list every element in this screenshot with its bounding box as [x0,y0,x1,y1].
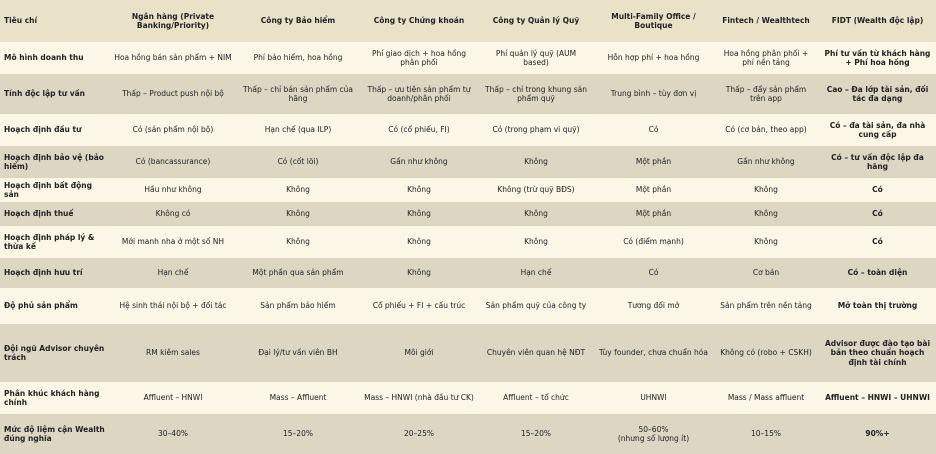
cell-family-office: Một phần [594,202,713,226]
cell-fidt: 90%+ [819,414,936,454]
cell-bank: Hệ sinh thái nội bộ + đối tác [110,288,236,324]
cell-fintech: Sản phẩm trên nền tảng [713,288,819,324]
cell-criteria: Đội ngũ Advisor chuyên trách [0,324,110,382]
cell-fund-management: Affluent – tổ chức [478,382,594,414]
cell-criteria: Hoạch định hưu trí [0,258,110,288]
table-row [0,414,936,454]
cell-insurance: 15–20% [236,414,360,454]
cell-fidt: Advisor được đào tạo bài bản theo chuẩn hoạch định tài chính [819,324,936,382]
cell-fintech: Thấp – đẩy sản phẩm trên app [713,74,819,114]
table-row [0,146,936,178]
cell-family-office: Trung bình – tùy đơn vị [594,74,713,114]
cell-criteria: Hoạch định đầu tư [0,114,110,146]
cell-criteria: Độ phủ sản phẩm [0,288,110,324]
cell-securities: Gần như không [360,146,478,178]
cell-criteria: Phân khúc khách hàng chính [0,382,110,414]
cell-fund-management: Có (trong phạm vi quỹ) [478,114,594,146]
cell-criteria: Hoạch định bảo vệ (bảo hiểm) [0,146,110,178]
cell-insurance: Có (cốt lõi) [236,146,360,178]
header-fintech: Fintech / Wealthtech [713,0,819,42]
cell-fintech: Không [713,202,819,226]
cell-family-office: Có (điểm mạnh) [594,226,713,258]
cell-bank: Mới manh nha ở một số NH [110,226,236,258]
table-row [0,382,936,414]
cell-insurance: Phí bảo hiểm, hoa hồng [236,42,360,74]
cell-family-office: Hỗn hợp phí + hoa hồng [594,42,713,74]
cell-insurance: Thấp – chỉ bán sản phẩm của hãng [236,74,360,114]
header-insurance: Công ty Bảo hiểm [236,0,360,42]
cell-family-office: Một phần [594,178,713,202]
cell-securities: Có (cổ phiếu, FI) [360,114,478,146]
cell-fidt: Có – tư vấn độc lập đa hãng [819,146,936,178]
cell-bank: Hạn chế [110,258,236,288]
cell-bank: Thấp – Product push nội bộ [110,74,236,114]
cell-securities: Thấp – ưu tiên sản phẩm tự doanh/phân phối [360,74,478,114]
cell-fintech: Không [713,226,819,258]
cell-fund-management: Hạn chế [478,258,594,288]
cell-securities: Môi giới [360,324,478,382]
table-row [0,74,936,114]
cell-securities: Không [360,258,478,288]
cell-criteria: Tính độc lập tư vấn [0,74,110,114]
cell-fidt: Có [819,226,936,258]
cell-fidt: Affluent – HNWI – UHNWI [819,382,936,414]
cell-fund-management: Không [478,226,594,258]
cell-insurance: Sản phẩm bảo hiểm [236,288,360,324]
header-criteria: Tiêu chí [0,0,110,42]
cell-family-office: Một phần [594,146,713,178]
cell-fintech: Không [713,178,819,202]
cell-fintech: Có (cơ bản, theo app) [713,114,819,146]
cell-bank: RM kiêm sales [110,324,236,382]
cell-fund-management: Chuyên viên quan hệ NĐT [478,324,594,382]
cell-insurance: Một phần qua sản phẩm [236,258,360,288]
cell-criteria: Hoạch định bất động sản [0,178,110,202]
cell-fidt: Mở toàn thị trường [819,288,936,324]
cell-insurance: Không [236,178,360,202]
cell-fidt: Có – đa tài sản, đa nhà cung cấp [819,114,936,146]
cell-fund-management: Thấp – chỉ trong khung sản phẩm quỹ [478,74,594,114]
cell-bank: Có (bancassurance) [110,146,236,178]
cell-fund-management: 15–20% [478,414,594,454]
table-row [0,226,936,258]
cell-criteria: Hoạch định thuế [0,202,110,226]
cell-criteria: Mức độ liệm cận Wealth đúng nghĩa [0,414,110,454]
cell-insurance: Không [236,202,360,226]
cell-securities: Không [360,226,478,258]
cell-fintech: Không có (robo + CSKH) [713,324,819,382]
cell-fintech: Gần như không [713,146,819,178]
cell-bank: Có (sản phẩm nội bộ) [110,114,236,146]
cell-insurance: Không [236,226,360,258]
cell-fidt: Có [819,202,936,226]
cell-securities: 20–25% [360,414,478,454]
cell-fund-management: Không [478,202,594,226]
header-fund-management: Công ty Quản lý Quỹ [478,0,594,42]
table-row [0,288,936,324]
cell-fund-management: Sản phẩm quỹ của công ty [478,288,594,324]
header-securities: Công ty Chứng khoán [360,0,478,42]
cell-bank: Hoa hồng bán sản phẩm + NIM [110,42,236,74]
cell-fund-management: Không (trừ quỹ BĐS) [478,178,594,202]
cell-insurance: Hạn chế (qua ILP) [236,114,360,146]
cell-family-office: Có [594,258,713,288]
table-row [0,42,936,74]
cell-family-office: UHNWI [594,382,713,414]
cell-securities: Không [360,202,478,226]
cell-fintech: 10–15% [713,414,819,454]
table-row [0,258,936,288]
cell-criteria: Mô hình doanh thu [0,42,110,74]
cell-securities: Không [360,178,478,202]
cell-fidt: Cao – Đa lớp tài sản, đối tác đa dạng [819,74,936,114]
cell-insurance: Mass – Affluent [236,382,360,414]
header-bank: Ngân hàng (Private Banking/Priority) [110,0,236,42]
header-fidt: FIDT (Wealth độc lập) [819,0,936,42]
cell-bank: 30–40% [110,414,236,454]
cell-bank: Không có [110,202,236,226]
cell-securities: Phí giao dịch + hoa hồng phân phối [360,42,478,74]
cell-fidt: Có [819,178,936,202]
cell-criteria: Hoạch định pháp lý & thừa kế [0,226,110,258]
header-family-office: Multi-Family Office / Boutique [594,0,713,42]
cell-securities: Mass – HNWI (nhà đầu tư CK) [360,382,478,414]
cell-family-office: Tùy founder, chưa chuẩn hóa [594,324,713,382]
cell-fintech: Cơ bản [713,258,819,288]
table-row [0,178,936,202]
cell-family-office: Có [594,114,713,146]
cell-fintech: Hoa hồng phân phối + phí nền tảng [713,42,819,74]
header-row [0,0,936,42]
table-row [0,324,936,382]
cell-bank: Affluent – HNWI [110,382,236,414]
cell-fidt: Có – toàn diện [819,258,936,288]
cell-bank: Hầu như không [110,178,236,202]
cell-insurance: Đại lý/tư vấn viên BH [236,324,360,382]
table-row [0,114,936,146]
cell-fund-management: Không [478,146,594,178]
table-row [0,202,936,226]
cell-securities: Cổ phiếu + FI + cấu trúc [360,288,478,324]
cell-family-office: 50–60% (nhưng số lượng ít) [594,414,713,454]
cell-fidt: Phí tư vấn từ khách hàng + Phí hoa hồng [819,42,936,74]
cell-family-office: Tương đối mở [594,288,713,324]
cell-fintech: Mass / Mass affluent [713,382,819,414]
cell-fund-management: Phí quản lý quỹ (AUM based) [478,42,594,74]
